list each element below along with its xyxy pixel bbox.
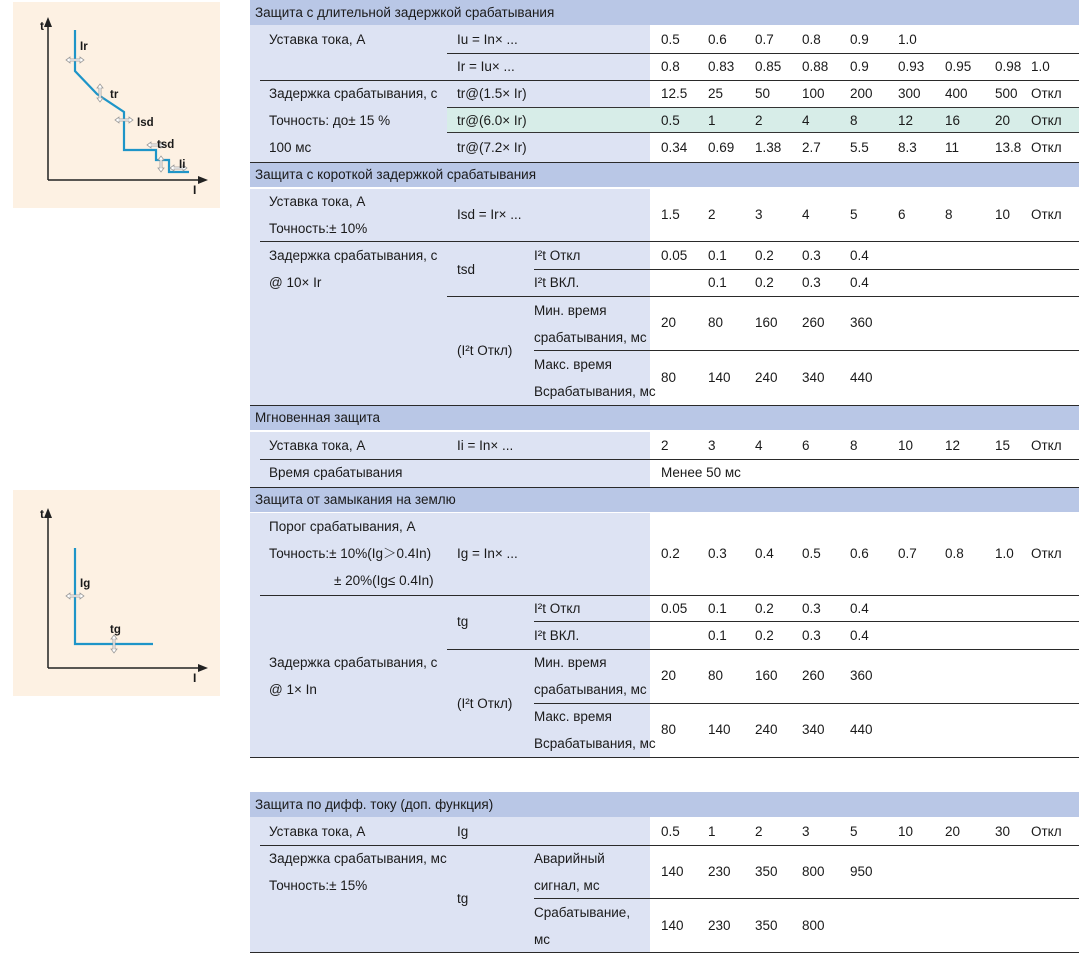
value-cell: 360 [850, 315, 873, 330]
value-cell: 1.0 [995, 546, 1014, 561]
value-cell: 440 [850, 370, 873, 385]
value-cell: 0.2 [755, 275, 774, 290]
ii-label: Ii [179, 159, 186, 171]
value-cell: 1 [708, 113, 716, 128]
value-cell: 800 [802, 864, 825, 879]
value-cell: 20 [661, 315, 677, 330]
value-cell: 0.5 [661, 113, 680, 128]
value-cell: 5.5 [850, 140, 869, 155]
value-cell: Откл [1031, 438, 1062, 453]
max-time-label-2: Всрабатывания, мс [534, 736, 656, 751]
value-cell: 350 [755, 864, 778, 879]
value-cell: 30 [995, 824, 1011, 839]
trip-label: Срабатывание, [534, 905, 631, 920]
value-cell: 0.1 [708, 275, 727, 290]
value-cell: 0.4 [850, 601, 869, 616]
value-cell: 0.98 [995, 59, 1022, 74]
value-cell: 0.3 [802, 628, 821, 643]
tr72-formula: tr@(7.2× Ir) [457, 140, 527, 155]
value-cell: 8 [850, 113, 858, 128]
accuracy-label: Точность:± 10% [269, 221, 368, 236]
value-cell: 10 [995, 207, 1011, 222]
t-axis-label: t [40, 507, 44, 521]
accuracy-label: Точность: до± 15 % [269, 113, 391, 128]
min-time-label-2: срабатывания, мс [534, 682, 647, 697]
value-cell: 0.1 [708, 248, 727, 263]
value-cell: 350 [755, 918, 778, 933]
value-cell: 0.83 [708, 59, 735, 74]
value-cell: 0.4 [850, 628, 869, 643]
max-time-label: Макс. время [534, 357, 612, 372]
value-cell: 140 [708, 370, 731, 385]
value-cell: 2.7 [802, 140, 821, 155]
value-cell: 2 [755, 113, 763, 128]
value-cell: 1.0 [898, 32, 917, 47]
i2t-off-label: I²t Откл [534, 248, 581, 263]
value-cell: Откл [1031, 113, 1062, 128]
value-cell: 15 [995, 438, 1011, 453]
value-cell: 360 [850, 668, 873, 683]
isd-formula: Isd = Ir× ... [457, 207, 522, 222]
value-cell: 50 [755, 86, 771, 101]
value-cell: 340 [802, 722, 825, 737]
highlighted-row [447, 107, 1079, 133]
value-cell: 25 [708, 86, 724, 101]
value-cell: 0.1 [708, 628, 727, 643]
value-cell: 16 [945, 113, 961, 128]
value-cell: 0.8 [945, 546, 964, 561]
value-cell: 12 [945, 438, 961, 453]
accuracy-label: Точность:± 15% [269, 878, 368, 893]
value-cell: 12 [898, 113, 914, 128]
accuracy-label: Точность:± 10%(Ig＞0.4In) [269, 546, 432, 561]
t-axis-label: t [40, 19, 44, 33]
value-cell: 800 [802, 918, 825, 933]
ms-label: 100 мс [269, 140, 312, 155]
value-cell: 160 [755, 315, 778, 330]
value-cell: 140 [661, 864, 684, 879]
section-header-long-delay: Защита с длительной задержкой срабатывания [250, 0, 1079, 25]
setting-label: Уставка тока, А [269, 194, 366, 209]
value-cell: 13.8 [995, 140, 1022, 155]
value-cell: 0.05 [661, 248, 688, 263]
ig-label: Ig [457, 824, 469, 839]
value-cell: Откл [1031, 546, 1062, 561]
value-cell: 3 [708, 438, 716, 453]
value-cell: 100 [802, 86, 825, 101]
value-cell: 230 [708, 864, 731, 879]
value-cell: 4 [802, 113, 810, 128]
section-header-diff: Защита по дифф. току (доп. функция) [250, 792, 1079, 817]
value-cell: 200 [850, 86, 873, 101]
value-cell: 0.5 [802, 546, 821, 561]
isd-label: Isd [137, 117, 154, 129]
value-cell: Откл [1031, 140, 1062, 155]
value-cell: 6 [802, 438, 810, 453]
value-cell: 500 [995, 86, 1018, 101]
value-cell: 140 [708, 722, 731, 737]
value-cell: 2 [755, 824, 763, 839]
value-cell: 1.0 [1031, 59, 1050, 74]
value-cell: 3 [755, 207, 763, 222]
value-cell: 20 [995, 113, 1011, 128]
value-cell: 0.5 [661, 824, 680, 839]
value-cell: 0.05 [661, 601, 688, 616]
protection-settings-table [250, 0, 1079, 953]
value-cell: 4 [802, 207, 810, 222]
value-cell: 10 [898, 438, 914, 453]
delay-label: Задержка срабатывания, с [269, 86, 438, 101]
value-cell: 0.3 [802, 248, 821, 263]
i2t-on-label: I²t ВКЛ. [534, 275, 580, 290]
value-cell: 5 [850, 207, 858, 222]
alarm-label-2: сигнал, мс [534, 878, 600, 893]
value-cell: 80 [708, 668, 724, 683]
value-cell: 0.2 [755, 628, 774, 643]
value-cell: 260 [802, 668, 825, 683]
section-header-short-delay: Защита с короткой задержкой срабатывания [250, 162, 1079, 187]
setting-label: Уставка тока, А [269, 32, 366, 47]
delay-label: Задержка срабатывания, мс [269, 851, 447, 866]
ir-label: Ir [80, 41, 88, 53]
tr60-formula: tr@(6.0× Ir) [457, 113, 527, 128]
value-cell: 1.5 [661, 207, 680, 222]
i2t-off-label: I²t Откл [534, 601, 581, 616]
value-cell: 0.1 [708, 601, 727, 616]
value-cell: 0.9 [850, 32, 869, 47]
ig-formula: Ig = In× ... [457, 546, 518, 561]
i2t-off-paren-label: (I²t Откл) [457, 696, 513, 711]
delay-label: Задержка срабатывания, с [269, 655, 438, 670]
value-cell: Откл [1031, 207, 1062, 222]
value-cell: 0.88 [802, 59, 829, 74]
value-cell: 80 [708, 315, 724, 330]
value-cell: 0.69 [708, 140, 735, 155]
value-cell: 0.8 [802, 32, 821, 47]
value-cell: 2 [661, 438, 669, 453]
section-header-ground: Защита от замыкания на землю [250, 487, 1079, 512]
setting-label: Уставка тока, А [269, 824, 366, 839]
ig-label: Ig [80, 578, 91, 590]
setting-label: Уставка тока, А [269, 438, 366, 453]
ground-fault-curve-diagram [13, 490, 220, 696]
min-time-label-2: срабатывания, мс [534, 330, 647, 345]
max-time-label: Макс. время [534, 709, 612, 724]
tg-label: tg [110, 624, 121, 636]
min-time-label: Мин. время [534, 303, 607, 318]
long-short-instant-curve-diagram [13, 2, 220, 208]
i2t-on-label: I²t ВКЛ. [534, 628, 580, 643]
accuracy-label-2: ± 20%(Ig≤ 0.4In) [334, 573, 434, 588]
value-cell: 260 [802, 315, 825, 330]
value-cell: 0.34 [661, 140, 688, 155]
value-cell: 0.95 [945, 59, 972, 74]
max-time-label-2: Всрабатывания, мс [534, 384, 656, 399]
ir-formula: Ir = Iu× ... [457, 59, 515, 74]
tg-label: tg [457, 614, 469, 629]
value-cell: 12.5 [661, 86, 688, 101]
value-cell: 0.9 [850, 59, 869, 74]
value-cell: 440 [850, 722, 873, 737]
value-cell: 400 [945, 86, 968, 101]
value-cell: 8 [945, 207, 953, 222]
value-cell: 160 [755, 668, 778, 683]
i-axis-label: I [193, 183, 197, 197]
value-cell: 80 [661, 370, 677, 385]
value-cell: 300 [898, 86, 921, 101]
value-cell: 20 [945, 824, 961, 839]
section-header-instant: Мгновенная защита [250, 405, 1079, 430]
value-cell: 240 [755, 370, 778, 385]
value-cell: 0.85 [755, 59, 782, 74]
iu-formula: Iu = In× ... [457, 32, 518, 47]
value-cell: 950 [850, 864, 873, 879]
value-cell: 0.7 [898, 546, 917, 561]
value-cell: 1 [708, 824, 716, 839]
time-value: Менее 50 мс [661, 465, 741, 480]
value-cell: 20 [661, 668, 677, 683]
value-cell: 0.3 [802, 275, 821, 290]
value-cell: 240 [755, 722, 778, 737]
value-cell: 0.4 [850, 275, 869, 290]
value-cell: 0.2 [755, 248, 774, 263]
value-cell: 0.93 [898, 59, 925, 74]
value-cell: 5 [850, 824, 858, 839]
value-cell: 1.38 [755, 140, 782, 155]
alarm-label: Аварийный [534, 851, 605, 866]
value-cell: 230 [708, 918, 731, 933]
i2t-off-paren-label: (I²t Откл) [457, 343, 513, 358]
value-cell: 8.3 [898, 140, 917, 155]
value-cell: 0.7 [755, 32, 774, 47]
value-cell: 8 [850, 438, 858, 453]
tr15-formula: tr@(1.5× Ir) [457, 86, 527, 101]
value-cell: 0.2 [661, 546, 680, 561]
tsd-label: tsd [157, 139, 175, 151]
value-cell: Откл [1031, 86, 1062, 101]
value-cell: 10 [898, 824, 914, 839]
value-cell: 2 [708, 207, 716, 222]
value-cell: 0.4 [850, 248, 869, 263]
value-cell: 11 [945, 140, 960, 155]
i-axis-label: I [193, 671, 197, 685]
value-cell: 140 [661, 918, 684, 933]
value-cell: 0.3 [802, 601, 821, 616]
tr-label: tr [110, 89, 119, 101]
tsd-label: tsd [457, 262, 476, 277]
value-cell: 4 [755, 438, 763, 453]
value-cell: 0.6 [708, 32, 727, 47]
value-cell: 0.2 [755, 601, 774, 616]
value-cell: 0.3 [708, 546, 727, 561]
value-cell: 0.5 [661, 32, 680, 47]
value-cell: 6 [898, 207, 906, 222]
at-label: @ 1× In [269, 682, 317, 697]
value-cell: 0.6 [850, 546, 869, 561]
value-cell: 3 [802, 824, 810, 839]
threshold-label: Порог срабатывания, А [269, 519, 416, 534]
tg-label: tg [457, 891, 469, 906]
min-time-label: Мин. время [534, 655, 607, 670]
ii-formula: Ii = In× ... [457, 438, 514, 453]
at-label: @ 10× Ir [269, 275, 322, 290]
time-label: Время срабатывания [269, 465, 403, 480]
value-cell: 80 [661, 722, 677, 737]
value-cell: 0.4 [755, 546, 774, 561]
value-cell: 0.8 [661, 59, 680, 74]
trip-label-2: мс [534, 932, 551, 947]
delay-label: Задержка срабатывания, с [269, 248, 438, 263]
value-cell: 340 [802, 370, 825, 385]
value-cell: Откл [1031, 824, 1062, 839]
